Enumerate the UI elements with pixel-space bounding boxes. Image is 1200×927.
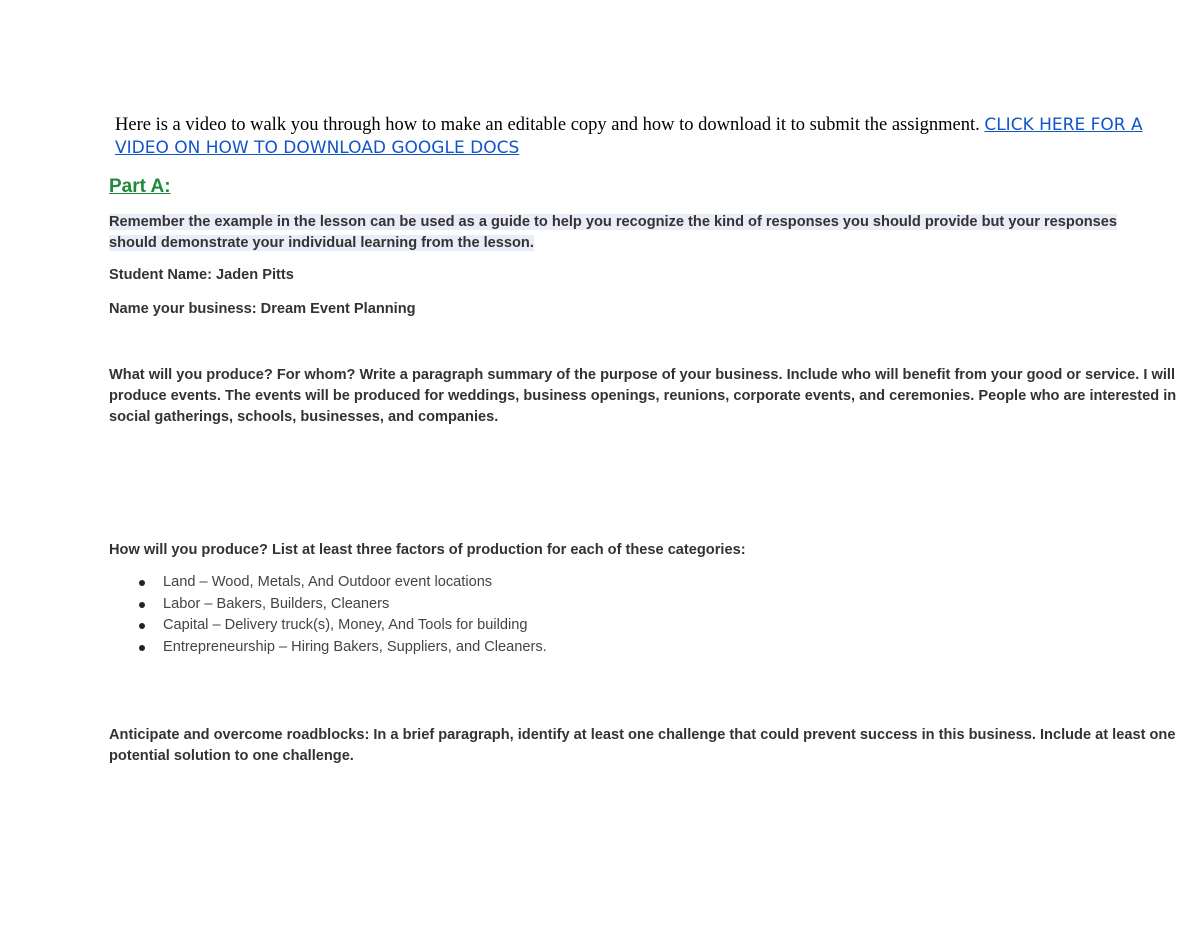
list-item bbox=[135, 615, 547, 637]
video-link[interactable]: CLICK HERE FOR A VIDEO ON HOW TO DOWNLOAD GOOGLE DOCS bbox=[115, 115, 1143, 158]
produce-prompt: What will you produce? For whom? Write a paragraph summary of the purpose of your business. Include who will benefit from your good or service. I will produce events. The events will be produced for weddings, business openings, reunions, corporate events, and ceremonies. People who are interested in social gatherings, schools, businesses, and companies. bbox=[109, 367, 1177, 425]
intro-text: Here is a video to walk you through how to make an editable copy and how to download it to submit the assignment. bbox=[115, 115, 985, 135]
roadblocks-prompt: Anticipate and overcome roadblocks: In a brief paragraph, identify at least one challenge that could prevent success in this business. Include at least one potential solution to one challenge. bbox=[109, 727, 1176, 764]
student-name: Student Name: Jaden Pitts bbox=[109, 267, 294, 283]
factors-list bbox=[135, 572, 547, 658]
list-item bbox=[135, 637, 547, 659]
factor-land: Land – Wood, Metals, And Outdoor event locations bbox=[163, 574, 493, 590]
bullet-icon bbox=[139, 623, 145, 629]
factor-capital: Capital – Delivery truck(s), Money, And Tools for building bbox=[163, 617, 528, 633]
factor-labor: Labor – Bakers, Builders, Cleaners bbox=[163, 595, 390, 612]
reminder-text: Remember the example in the lesson can be used as a guide to help you recognize the kind of responses you should provide but your responses should demonstrate your individual learning from the lesson. bbox=[109, 214, 1118, 251]
part-a-heading: Part A: bbox=[109, 176, 171, 197]
bullet-icon bbox=[139, 602, 145, 608]
factor-entrepreneurship: Entrepreneurship – Hiring Bakers, Suppliers, and Cleaners. bbox=[163, 638, 547, 655]
list-item bbox=[135, 572, 547, 594]
how-prompt: How will you produce? List at least three factors of production for each of these categories: bbox=[109, 542, 746, 558]
bullet-icon bbox=[139, 645, 145, 651]
list-item bbox=[135, 594, 547, 616]
bullet-icon bbox=[139, 580, 145, 586]
reminder-paragraph bbox=[109, 212, 1149, 254]
business-name: Name your business: Dream Event Planning bbox=[109, 301, 416, 317]
intro-paragraph bbox=[115, 114, 1185, 160]
